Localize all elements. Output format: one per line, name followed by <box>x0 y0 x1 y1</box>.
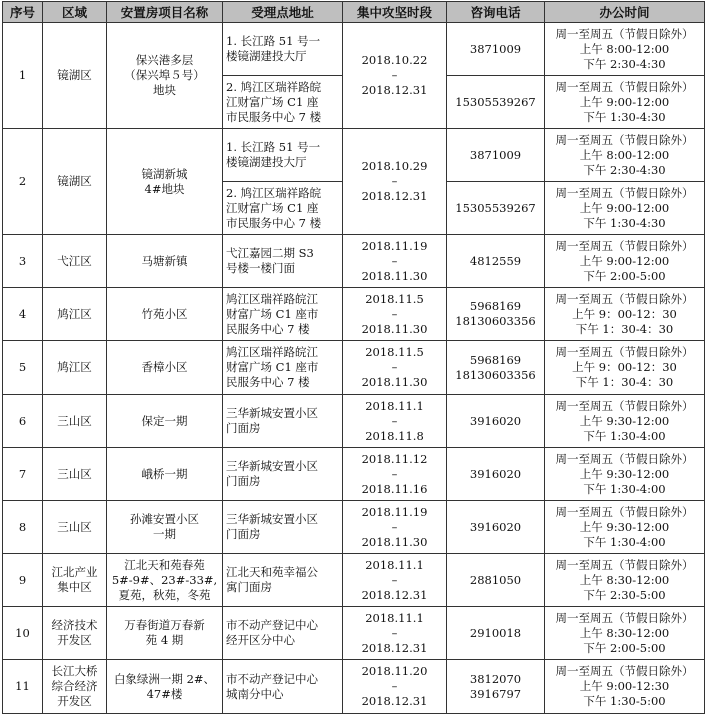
cell-period: 2018.11.1 – 2018.12.31 <box>343 554 447 607</box>
cell-region: 镜湖区 <box>43 129 107 235</box>
cell-region: 长江大桥 综合经济 开发区 <box>43 660 107 714</box>
cell-address: 1. 长江路 51 号一 楼镜湖建投大厅 <box>223 129 343 182</box>
table-row <box>3 341 705 395</box>
cell-project: 竹苑小区 <box>107 288 223 341</box>
cell-phone: 3812070 3916797 <box>447 660 545 714</box>
header-no: 序号 <box>3 2 43 23</box>
table-row <box>3 501 705 554</box>
cell-phone: 3916020 <box>447 501 545 554</box>
cell-phone: 2881050 <box>447 554 545 607</box>
cell-period: 2018.10.22 – 2018.12.31 <box>343 23 447 129</box>
cell-region: 镜湖区 <box>43 23 107 129</box>
cell-hours: 周一至周五（节假日除外） 上午 8:00-12:00 下午 2:30-4:30 <box>545 23 705 76</box>
cell-phone: 3871009 <box>447 129 545 182</box>
cell-hours: 周一至周五（节假日除外） 上午 9:00-12:30 下午 1:30-5:00 <box>545 660 705 714</box>
cell-project: 白象绿洲一期 2#、 47#楼 <box>107 660 223 714</box>
cell-no: 5 <box>3 341 43 395</box>
cell-region: 三山区 <box>43 395 107 448</box>
cell-period: 2018.11.5 – 2018.11.30 <box>343 288 447 341</box>
cell-no: 9 <box>3 554 43 607</box>
resettlement-table <box>2 1 705 714</box>
cell-project: 香樟小区 <box>107 341 223 395</box>
cell-project: 孙滩安置小区 一期 <box>107 501 223 554</box>
cell-address: 市不动产登记中心 城南分中心 <box>223 660 343 714</box>
table-row <box>3 235 705 288</box>
header-address: 受理点地址 <box>223 2 343 23</box>
cell-no: 4 <box>3 288 43 341</box>
cell-address: 2. 鸠江区瑞祥路皖 江财富广场 C1 座 市民服务中心 7 楼 <box>223 182 343 235</box>
table-row <box>3 23 705 76</box>
cell-phone: 3916020 <box>447 395 545 448</box>
cell-period: 2018.11.1 – 2018.11.8 <box>343 395 447 448</box>
cell-address: 2. 鸠江区瑞祥路皖 江财富广场 C1 座 市民服务中心 7 楼 <box>223 76 343 129</box>
cell-region: 三山区 <box>43 448 107 501</box>
cell-hours: 周一至周五（节假日除外） 上午 9:30-12:00 下午 1:30-4:00 <box>545 448 705 501</box>
header-row <box>3 2 705 23</box>
cell-no: 3 <box>3 235 43 288</box>
table-row <box>3 129 705 182</box>
cell-region: 江北产业 集中区 <box>43 554 107 607</box>
cell-hours: 周一至周五（节假日除外） 上午 9:00-12:00 下午 1:30-4:30 <box>545 76 705 129</box>
table-row <box>3 660 705 714</box>
header-hours: 办公时间 <box>545 2 705 23</box>
cell-region: 鸠江区 <box>43 341 107 395</box>
cell-period: 2018.10.29 – 2018.12.31 <box>343 129 447 235</box>
cell-period: 2018.11.5 – 2018.11.30 <box>343 341 447 395</box>
cell-no: 2 <box>3 129 43 235</box>
cell-no: 8 <box>3 501 43 554</box>
cell-project: 马塘新镇 <box>107 235 223 288</box>
cell-hours: 周一至周五（节假日除外） 上午 9:00-12:00 下午 2:00-5:00 <box>545 235 705 288</box>
cell-address: 市不动产登记中心 经开区分中心 <box>223 607 343 660</box>
cell-region: 鸠江区 <box>43 288 107 341</box>
cell-no: 7 <box>3 448 43 501</box>
table-row <box>3 448 705 501</box>
cell-phone: 15305539267 <box>447 76 545 129</box>
cell-phone: 4812559 <box>447 235 545 288</box>
cell-period: 2018.11.20 – 2018.12.31 <box>343 660 447 714</box>
cell-phone: 15305539267 <box>447 182 545 235</box>
header-project: 安置房项目名称 <box>107 2 223 23</box>
header-period: 集中攻坚时段 <box>343 2 447 23</box>
cell-address: 弋江嘉园二期 S3 号楼一楼门面 <box>223 235 343 288</box>
cell-address: 三华新城安置小区 门面房 <box>223 448 343 501</box>
cell-hours: 周一至周五（节假日除外） 上午 9：00-12：30 下午 1：30-4：30 <box>545 341 705 395</box>
cell-hours: 周一至周五（节假日除外） 上午 8:00-12:00 下午 2:30-4:30 <box>545 129 705 182</box>
cell-project: 万春街道万春新 苑 4 期 <box>107 607 223 660</box>
cell-no: 1 <box>3 23 43 129</box>
cell-address: 三华新城安置小区 门面房 <box>223 501 343 554</box>
cell-address: 鸠江区瑞祥路皖江 财富广场 C1 座市 民服务中心 7 楼 <box>223 288 343 341</box>
cell-project: 江北天和苑春苑 5#-9#、23#-33#, 夏苑，秋苑，冬苑 <box>107 554 223 607</box>
table-row <box>3 607 705 660</box>
cell-project: 峨桥一期 <box>107 448 223 501</box>
table-row <box>3 554 705 607</box>
cell-phone: 5968169 18130603356 <box>447 341 545 395</box>
cell-hours: 周一至周五（节假日除外） 上午 9:30-12:00 下午 1:30-4:00 <box>545 395 705 448</box>
cell-period: 2018.11.1 – 2018.12.31 <box>343 607 447 660</box>
table-row <box>3 395 705 448</box>
cell-no: 11 <box>3 660 43 714</box>
cell-hours: 周一至周五（节假日除外） 上午 9：00-12：30 下午 1：30-4：30 <box>545 288 705 341</box>
cell-hours: 周一至周五（节假日除外） 上午 9:00-12:00 下午 1:30-4:30 <box>545 182 705 235</box>
cell-address: 江北天和苑幸福公 寓门面房 <box>223 554 343 607</box>
cell-address: 1. 长江路 51 号一 楼镜湖建投大厅 <box>223 23 343 76</box>
cell-hours: 周一至周五（节假日除外） 上午 9:30-12:00 下午 1:30-4:00 <box>545 501 705 554</box>
header-region: 区域 <box>43 2 107 23</box>
cell-period: 2018.11.19 – 2018.11.30 <box>343 501 447 554</box>
cell-project: 镜湖新城 4#地块 <box>107 129 223 235</box>
cell-phone: 3871009 <box>447 23 545 76</box>
cell-period: 2018.11.19 – 2018.11.30 <box>343 235 447 288</box>
cell-project: 保兴港多层 （保兴埠５号） 地块 <box>107 23 223 129</box>
cell-project: 保定一期 <box>107 395 223 448</box>
cell-no: 10 <box>3 607 43 660</box>
cell-phone: 2910018 <box>447 607 545 660</box>
cell-period: 2018.11.12 – 2018.11.16 <box>343 448 447 501</box>
cell-phone: 5968169 18130603356 <box>447 288 545 341</box>
cell-region: 三山区 <box>43 501 107 554</box>
cell-address: 鸠江区瑞祥路皖江 财富广场 C1 座市 民服务中心 7 楼 <box>223 341 343 395</box>
cell-address: 三华新城安置小区 门面房 <box>223 395 343 448</box>
table-row <box>3 288 705 341</box>
cell-hours: 周一至周五（节假日除外） 上午 8:30-12:00 下午 2:00-5:00 <box>545 607 705 660</box>
header-phone: 咨询电话 <box>447 2 545 23</box>
cell-no: 6 <box>3 395 43 448</box>
cell-region: 经济技术 开发区 <box>43 607 107 660</box>
cell-phone: 3916020 <box>447 448 545 501</box>
cell-hours: 周一至周五（节假日除外） 上午 8:30-12:00 下午 2:30-5:00 <box>545 554 705 607</box>
cell-region: 弋江区 <box>43 235 107 288</box>
